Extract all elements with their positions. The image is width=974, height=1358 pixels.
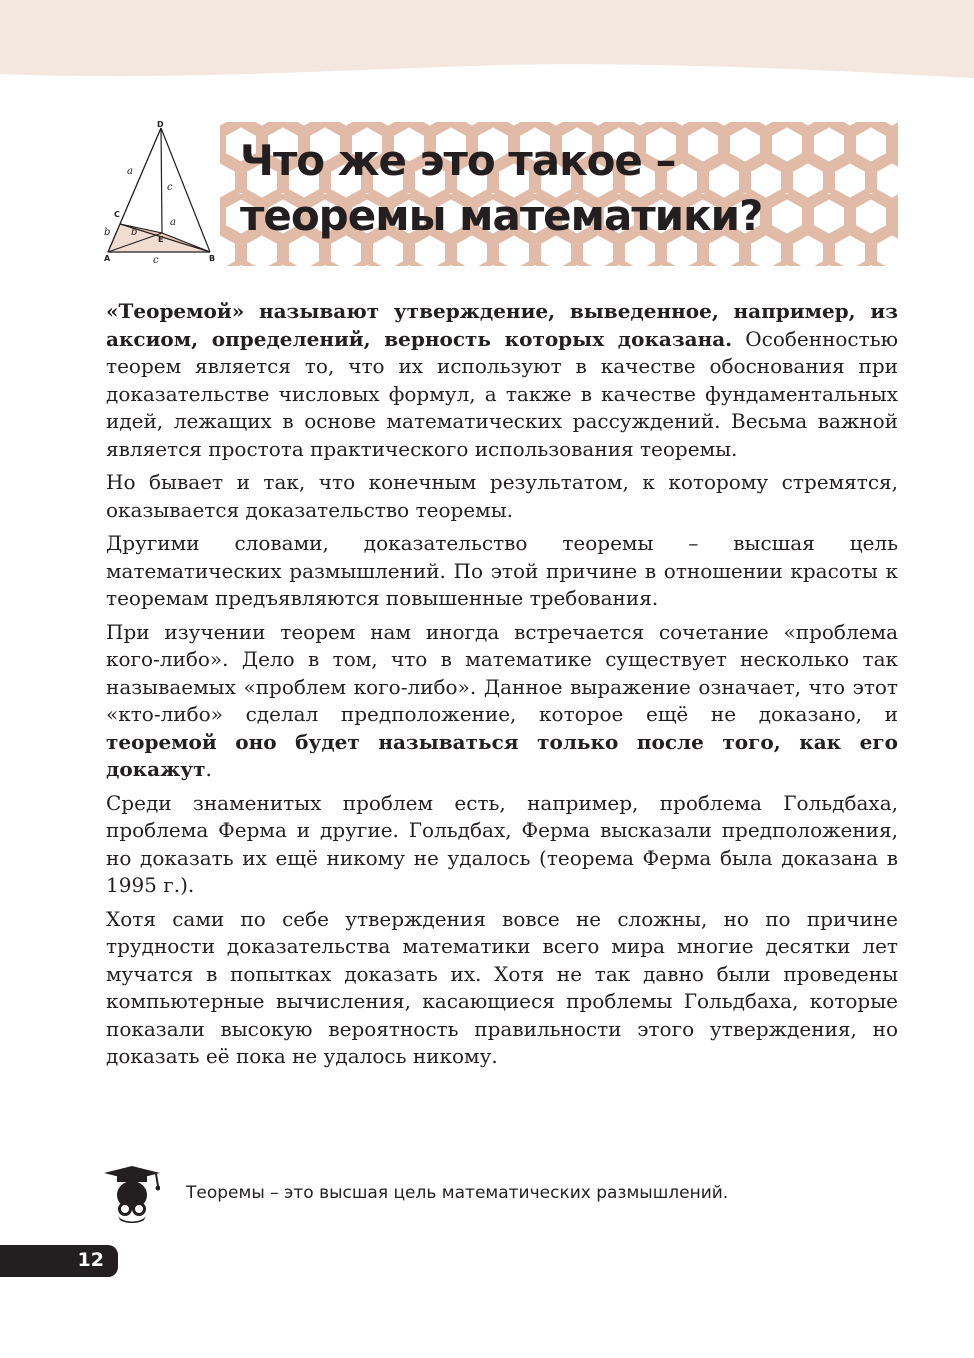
body-text [106,298,898,1077]
scholar-icon [104,1164,160,1224]
side-c-bottom-label: c [153,255,159,266]
paragraph-3: Другими словами, доказательство теоремы – высшая цель математических размышлений. По этой причине в отношении красоты к теоремам предъявляются повышенные требования. [106,531,898,610]
paragraph-1 [106,298,898,463]
top-decorative-band [0,0,974,90]
paragraph-1-bold: «Теоремой» называют утверждение, выведенное, например, из аксиом, определений, верность которых доказана. [106,299,898,351]
point-e-label: E [158,235,164,244]
footnote [104,1160,864,1224]
paragraph-4-end: . [205,757,212,781]
title-line-2: теоремы математики? [240,191,763,240]
title-line-1: Что же это такое – [240,136,676,185]
paragraph-4-bold: теоремой оно будет называться только после того, как его докажут [106,729,898,781]
pyramid-diagram [100,118,222,266]
side-c-right-label: c [167,182,173,193]
point-c-label: C [114,210,120,219]
point-d-label: D [157,120,164,129]
paragraph-4 [106,619,898,784]
footnote-text: Теоремы – это высшая цель математических размышлений. [186,1183,729,1203]
page-title [240,133,762,243]
point-b-label: B [209,254,216,263]
paragraph-6: Хотя сами по себе утверждения вовсе не сложны, но по причине трудности доказательства математики всего мира многие десятки лет мучатся в попытках доказать их. Хотя не так давно были проведены компьютерные вычисления, касающиеся проблемы Гольдбаха, которые показали высокую вероятность правильности этого утверждения, но доказать её пока не удалось никому. [106,906,898,1068]
page-number: 12 [77,1249,104,1271]
point-a-label: A [104,254,111,263]
paragraph-2: Но бывает и так, что конечным результатом, к которому стремятся, оказывается доказательство теоремы. [106,470,898,522]
side-b-inner-label: b [131,227,138,238]
paragraph-4-start: При изучении теорем нам иногда встречается сочетание «проблема кого-либо». Дело в том, что в математике существует несколько так называемых «проблем кого-либо». Данное выражение означает, что этот «кто-либо» сделал предположение, которое ещё не доказано, и [106,619,898,726]
page-number-tab [0,1245,118,1277]
side-b-left-label: b [104,227,111,238]
side-a-top-label: a [127,166,133,177]
side-a-inner-label: a [170,217,176,228]
paragraph-5: Среди знаменитых проблем есть, например, проблема Гольдбаха, проблема Ферма и другие. Гольдбах, Ферма высказали предположения, но доказать их ещё никому не удалось (теорема Ферма была доказана в 1995 г.). [106,790,898,897]
paragraph-1-rest: Особенностью теорем является то, что их используют в качестве обоснования при доказательстве числовых формул, а также в качестве фундаментальных идей, лежащих в основе математических рассуждений. Весьма важной является простота практического использования теоремы. [106,326,898,461]
